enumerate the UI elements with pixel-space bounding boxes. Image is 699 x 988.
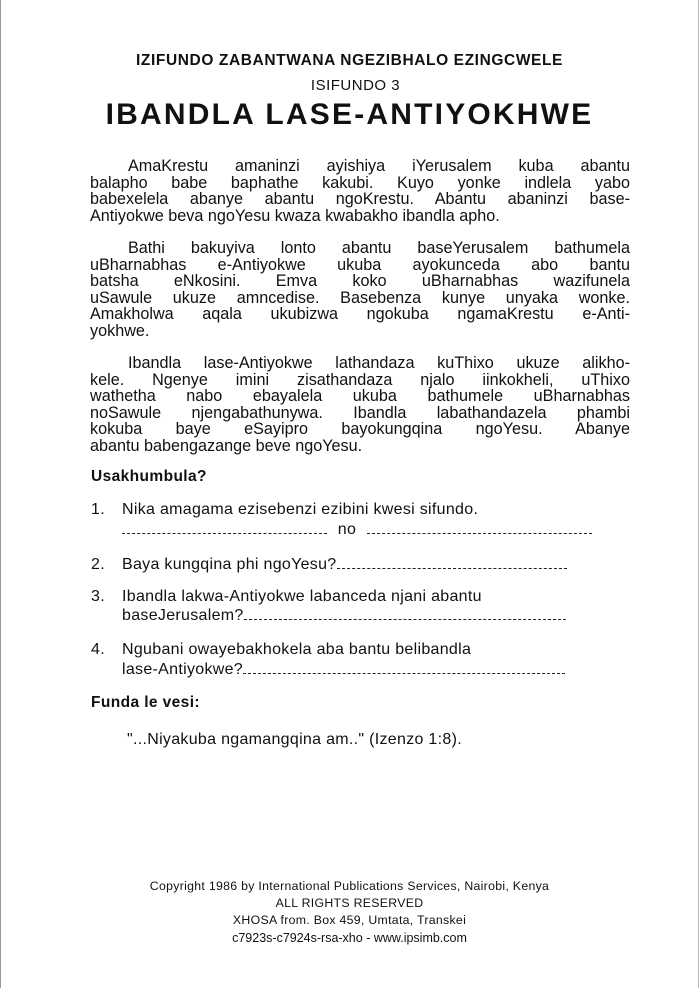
verse-quote: "...Niyakuba ngamangqina am.." (Izenzo 1:8). [127, 731, 462, 748]
question-text: Ibandla lakwa-Antiyokwe labanceda njani abantu [122, 588, 482, 605]
connector-text: no [337, 521, 357, 538]
question-text-cont: baseJerusalem? [122, 607, 244, 624]
paragraph-line: yokhwe. [90, 321, 150, 340]
question-text: Baya kungqina phi ngoYesu? [122, 556, 337, 573]
rights-text: ALL RIGHTS RESERVED [275, 896, 424, 910]
question-text: Ngubani owayebakhokela aba bantu belibandla [122, 641, 472, 658]
question-number: 3. [91, 588, 105, 605]
paragraph-3 [90, 355, 630, 455]
paragraph-line: abantu babengazange beve ngoYesu. [90, 436, 363, 455]
question-text-cont: lase-Antiyokwe? [122, 661, 243, 678]
answer-blank[interactable] [244, 607, 566, 620]
copyright-text: Copyright 1986 by International Publications Services, Nairobi, Kenya [149, 879, 550, 893]
paragraph-line: Ibandla lase-Antiyokwe lathandaza kuThixo ukuze alikho- [128, 354, 630, 372]
paragraph-line: Amakholwa aqala ukubizwa ngokuba ngamaKrestu e-Anti- [90, 305, 630, 324]
lesson-title: IBANDLA LASE-ANTIYOKHWE [105, 98, 594, 131]
verse-heading: Funda le vesi: [91, 694, 200, 711]
answer-blank[interactable] [337, 556, 567, 569]
paragraph-line: uBharnabhas e-Antiyokwe ukuba ayokunceda abo bantu [90, 255, 630, 274]
page-left-edge [0, 0, 1, 988]
questions-heading: Usakhumbula? [91, 468, 207, 485]
paragraph-line: AmaKrestu amaninzi ayishiya iYerusalem kuba abantu [128, 157, 630, 175]
paragraph-line: batsha eNkosini. Emva koko uBharnabhas wazifunela [90, 272, 630, 291]
paragraph-line: uSawule ukuze amncedise. Basebenza kunye unyaka wonke. [90, 288, 630, 307]
paragraph-line: kokuba baye eSayipro bayokungqina ngoYesu. Abanye [90, 420, 630, 439]
series-title: IZIFUNDO ZABANTWANA NGEZIBHALO EZINGCWELE [136, 52, 563, 69]
lesson-number: ISIFUNDO 3 [310, 77, 401, 94]
question-number: 1. [91, 501, 105, 518]
question-number: 2. [91, 556, 105, 573]
question-number: 4. [91, 641, 105, 658]
document-code: c7923s-c7924s-rsa-xho - www.ipsimb.com [232, 931, 467, 945]
answer-blank[interactable] [122, 521, 327, 534]
paragraph-1 [90, 158, 630, 224]
paragraph-line: Antiyokwe beva ngoYesu kwaza kwabakho ibandla apho. [90, 206, 500, 225]
paragraph-line: noSawule njengabathunywa. Ibandla labathandazela phambi [90, 403, 630, 422]
paragraph-line: Bathi bakuyiva lonto abantu baseYerusalem bathumela [128, 239, 630, 257]
paragraph-line: wathetha nabo ebayalela ukuba bathumele uBharnabhas [90, 387, 630, 406]
paragraph-line: balapho babe baphathe kakubi. Kuyo yonke indlela yabo [90, 173, 630, 192]
paragraph-line: babexelela abanye abantu ngoKrestu. Abantu abaninzi base- [90, 190, 630, 209]
paragraph-line: kele. Ngenye imini zisathandaza njalo iinkokheli, uThixo [90, 370, 630, 389]
address-text: XHOSA from. Box 459, Umtata, Transkei [232, 913, 467, 927]
paragraph-2 [90, 240, 630, 340]
question-text: Nika amagama ezisebenzi ezibini kwesi sifundo. [122, 501, 479, 518]
answer-blank[interactable] [367, 521, 592, 534]
answer-blank[interactable] [243, 661, 565, 674]
